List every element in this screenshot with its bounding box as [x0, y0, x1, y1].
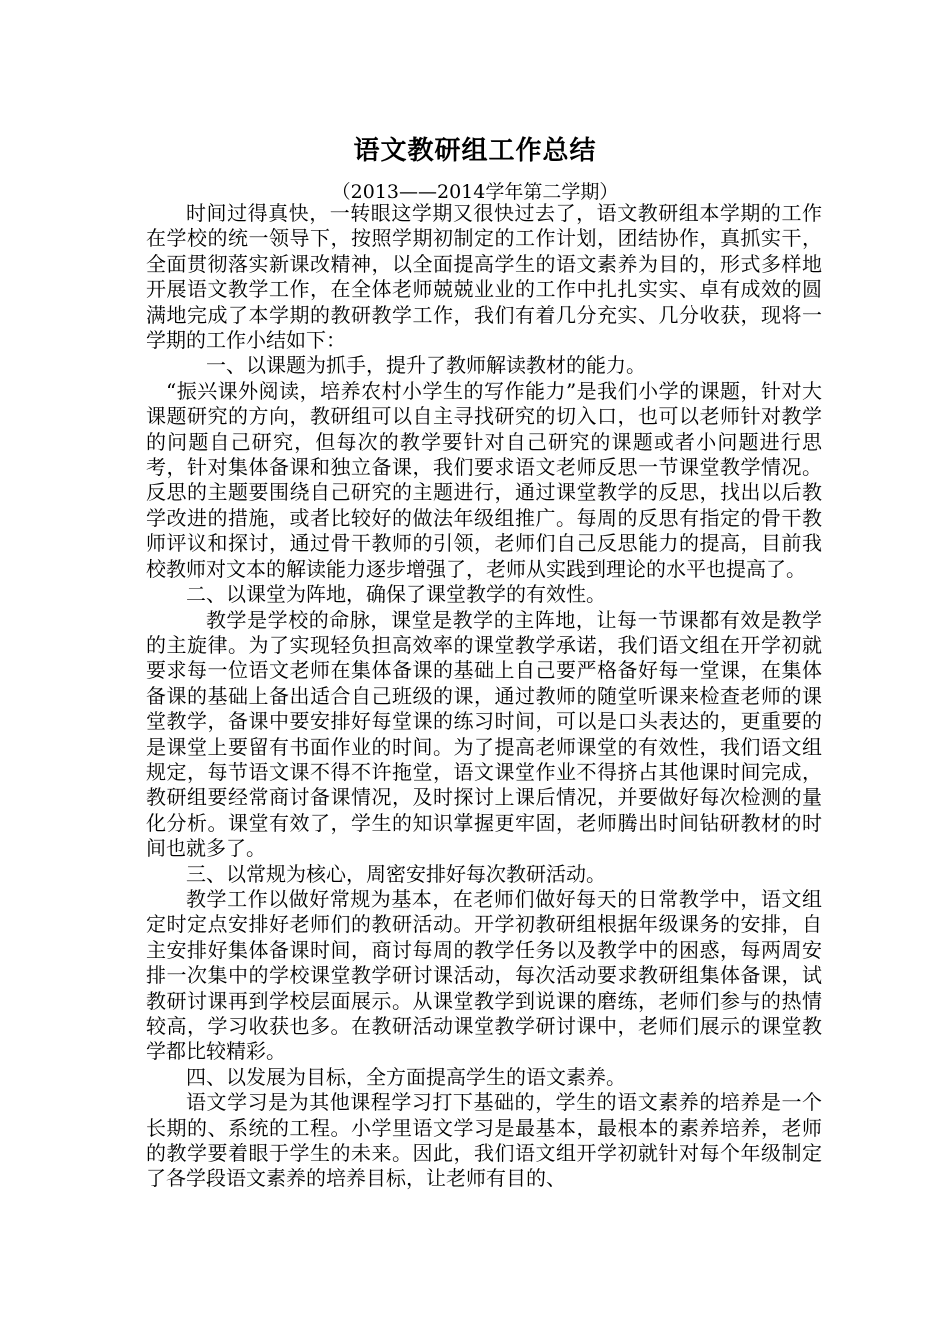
- document-body: [146, 201, 822, 1192]
- section-heading-4: 四、以发展为目标，全方面提高学生的语文素养。: [186, 1064, 626, 1089]
- section-heading-3: 三、以常规为核心，周密安排好每次教研活动。: [186, 861, 606, 886]
- section-heading-2: 二、以课堂为阵地，确保了课堂教学的有效性。: [186, 582, 606, 607]
- paragraph-section-4: 语文学习是为其他课程学习打下基础的，学生的语文素养的培养是一个长期的、系统的工程。小学里语文学习是最基本，最根本的素养培养，老师的教学要着眼于学生的未来。因此，我们语文组开学初就针对每个年级制定了各学段语文素养的培养目标，让老师有目的、: [146, 1090, 822, 1191]
- document-title: 语文教研组工作总结: [353, 136, 597, 166]
- paragraph-section-3: 教学工作以做好常规为基本，在老师们做好每天的日常教学中，语文组定时定点安排好老师们的教研活动。开学初教研组根据年级课务的安排，自主安排好集体备课时间，商讨每周的教学任务以及教学中的困惑，每两周安排一次集中的学校课堂教学研讨课活动，每次活动要求教研组集体备课，试教研讨课再到学校层面展示。从课堂教学到说课的磨练，老师们参与的热情较高，学习收获也多。在教研活动课堂教学研讨课中，老师们展示的课堂教学都比较精彩。: [146, 886, 822, 1064]
- section-heading-1: 一、以课题为抓手，提升了教师解读教材的能力。: [206, 353, 646, 378]
- paragraph-section-2: 教学是学校的命脉，课堂是教学的主阵地，让每一节课都有效是教学的主旋律。为了实现轻负担高效率的课堂教学承诺，我们语文组在开学初就要求每一位语文老师在集体备课的基础上自己要严格备好每一堂课，在集体备课的基础上备出适合自己班级的课，通过教师的随堂听课来检查老师的课堂教学，备课中要安排好每堂课的练习时间，可以是口头表达的，更重要的是课堂上要留有书面作业的时间。为了提高老师课堂的有效性，我们语文组规定，每节语文课不得不许拖堂，语文课堂作业不得挤占其他课时间完成，教研组要经常商讨备课情况，及时探讨上课后情况，并要做好每次检测的量化分析。课堂有效了，学生的知识掌握更牢固，老师腾出时间钻研教材的时间也就多了。: [146, 607, 822, 861]
- document-subtitle: （2013——2014学年第二学期）: [331, 181, 619, 203]
- paragraph-section-1: “振兴课外阅读，培养农村小学生的写作能力”是我们小学的课题，针对大课题研究的方向，教研组可以自主寻找研究的切入口，也可以老师针对教学的问题自己研究，但每次的教学要针对自己研究的课题或者小问题进行思考，针对集体备课和独立备课，我们要求语文老师反思一节课堂教学情况。反思的主题要围绕自己研究的主题进行，通过课堂教学的反思，找出以后教学改进的措施，或者比较好的做法年级组推广。每周的反思有指定的骨干教师评议和探讨，通过骨干教师的引领，老师们自己反思能力的提高，目前我校教师对文本的解读能力逐步增强了，老师从实践到理论的水平也提高了。: [146, 378, 822, 581]
- paragraph-intro: 时间过得真快，一转眼这学期又很快过去了，语文教研组本学期的工作在学校的统一领导下，按照学期初制定的工作计划，团结协作，真抓实干，全面贯彻落实新课改精神，以全面提高学生的语文素养为目的，形式多样地开展语文教学工作，在全体老师兢兢业业的工作中扎扎实实、卓有成效的圆满地完成了本学期的教研教学工作，我们有着几分充实、几分收获，现将一学期的工作小结如下：: [146, 201, 822, 353]
